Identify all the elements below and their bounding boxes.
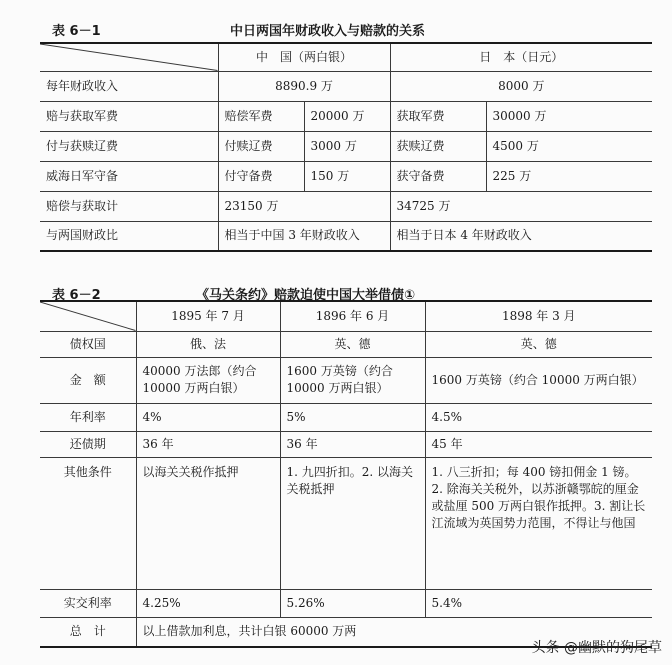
table1-row <box>40 221 652 251</box>
table1-row <box>40 71 652 101</box>
table1-cell: 赔偿军费 <box>218 101 304 131</box>
table2-row-label: 实交利率 <box>40 589 136 617</box>
table1-cell: 获取军费 <box>390 101 486 131</box>
table2-row-label: 债权国 <box>40 331 136 357</box>
table1-row <box>40 101 652 131</box>
table2-row <box>40 589 652 617</box>
table2-row-label: 还债期 <box>40 431 136 457</box>
table1-cell-japan: 相当于日本 4 年财政收入 <box>390 221 652 251</box>
table1-diagonal-cell <box>40 43 218 71</box>
table2-row <box>40 331 652 357</box>
table1-cell: 225 万 <box>486 161 652 191</box>
table2-row <box>40 457 652 589</box>
table2-diagonal-cell <box>40 301 136 331</box>
table2-cell: 5.4% <box>425 589 652 617</box>
table1-row <box>40 191 652 221</box>
table1-row-label: 与两国财政比 <box>40 221 218 251</box>
table2-header-row <box>40 301 652 331</box>
table1-cell-china: 8890.9 万 <box>218 71 390 101</box>
table2-title: 《马关条约》赔款迫使中国大举借债① <box>196 288 416 303</box>
table2-cell: 英、德 <box>280 331 425 357</box>
table2-cell: 俄、法 <box>136 331 280 357</box>
table2-row <box>40 403 652 431</box>
table2-row <box>40 357 652 403</box>
table1-cell: 20000 万 <box>304 101 390 131</box>
table1 <box>40 42 652 252</box>
table1-cell: 付赎辽费 <box>218 131 304 161</box>
table2 <box>40 300 652 648</box>
table2-cell: 36 年 <box>280 431 425 457</box>
table1-header-china: 中 国（两白银） <box>218 43 390 71</box>
table2-cell: 以海关关税作抵押 <box>136 457 280 589</box>
table2-cell: 4.5% <box>425 403 652 431</box>
table2-cell: 5.26% <box>280 589 425 617</box>
table2-total-label: 总 计 <box>40 617 136 647</box>
table1-cell: 150 万 <box>304 161 390 191</box>
table1-cell: 30000 万 <box>486 101 652 131</box>
table1-cell: 3000 万 <box>304 131 390 161</box>
table1-row-label: 赔偿与获取计 <box>40 191 218 221</box>
table1-title: 中日两国年财政收入与赔款的关系 <box>230 24 426 39</box>
table1-cell-china: 23150 万 <box>218 191 390 221</box>
table2-row-label: 其他条件 <box>40 457 136 589</box>
table1-header-row <box>40 43 652 71</box>
table1-row-label: 付与获赎辽费 <box>40 131 218 161</box>
table2-cell: 4% <box>136 403 280 431</box>
table2-cell: 4.25% <box>136 589 280 617</box>
table2-cell: 36 年 <box>136 431 280 457</box>
table2-date-header: 1896 年 6 月 <box>280 301 425 331</box>
table1-header-japan: 日 本（日元） <box>390 43 652 71</box>
table2-date-header: 1895 年 7 月 <box>136 301 280 331</box>
table1-row-label: 每年财政收入 <box>40 71 218 101</box>
table1-label: 表 6－1 <box>52 24 101 39</box>
table2-cell: 1. 九四折扣。2. 以海关关税抵押 <box>280 457 425 589</box>
table1-cell: 获守备费 <box>390 161 486 191</box>
table2-row <box>40 431 652 457</box>
table1-cell-japan: 34725 万 <box>390 191 652 221</box>
table2-row-label: 年利率 <box>40 403 136 431</box>
table1-cell-japan: 8000 万 <box>390 71 652 101</box>
table2-cell: 1600 万英镑（约合 10000 万两白银） <box>280 357 425 403</box>
table1-row <box>40 131 652 161</box>
table2-cell: 英、德 <box>425 331 652 357</box>
table1-cell-china: 相当于中国 3 年财政收入 <box>218 221 390 251</box>
table2-cell: 45 年 <box>425 431 652 457</box>
table2-cell: 5% <box>280 403 425 431</box>
table2-date-header: 1898 年 3 月 <box>425 301 652 331</box>
table1-cell: 4500 万 <box>486 131 652 161</box>
table2-row-label: 金 额 <box>40 357 136 403</box>
table1-row <box>40 161 652 191</box>
table2-cell: 1. 八三折扣；每 400 镑扣佣金 1 镑。2. 除海关关税外，以苏浙赣鄂皖的厘金或盐厘 500 万两白银作抵押。3. 割让长江流域为英国势力范围，不得让与他国 <box>425 457 652 589</box>
table1-row-label: 威海日军守备 <box>40 161 218 191</box>
table1-cell: 付守备费 <box>218 161 304 191</box>
table1-cell: 获赎辽费 <box>390 131 486 161</box>
table2-cell: 1600 万英镑（约合 10000 万两白银） <box>425 357 652 403</box>
watermark: 头条 @幽默的狗尾草 <box>531 640 662 656</box>
table2-cell: 40000 万法郎（约合 10000 万两白银） <box>136 357 280 403</box>
table1-row-label: 赔与获取军费 <box>40 101 218 131</box>
table2-total-value: 以上借款加利息，共计白银 60000 万两 <box>136 617 652 647</box>
table2-label: 表 6－2 <box>52 288 101 303</box>
